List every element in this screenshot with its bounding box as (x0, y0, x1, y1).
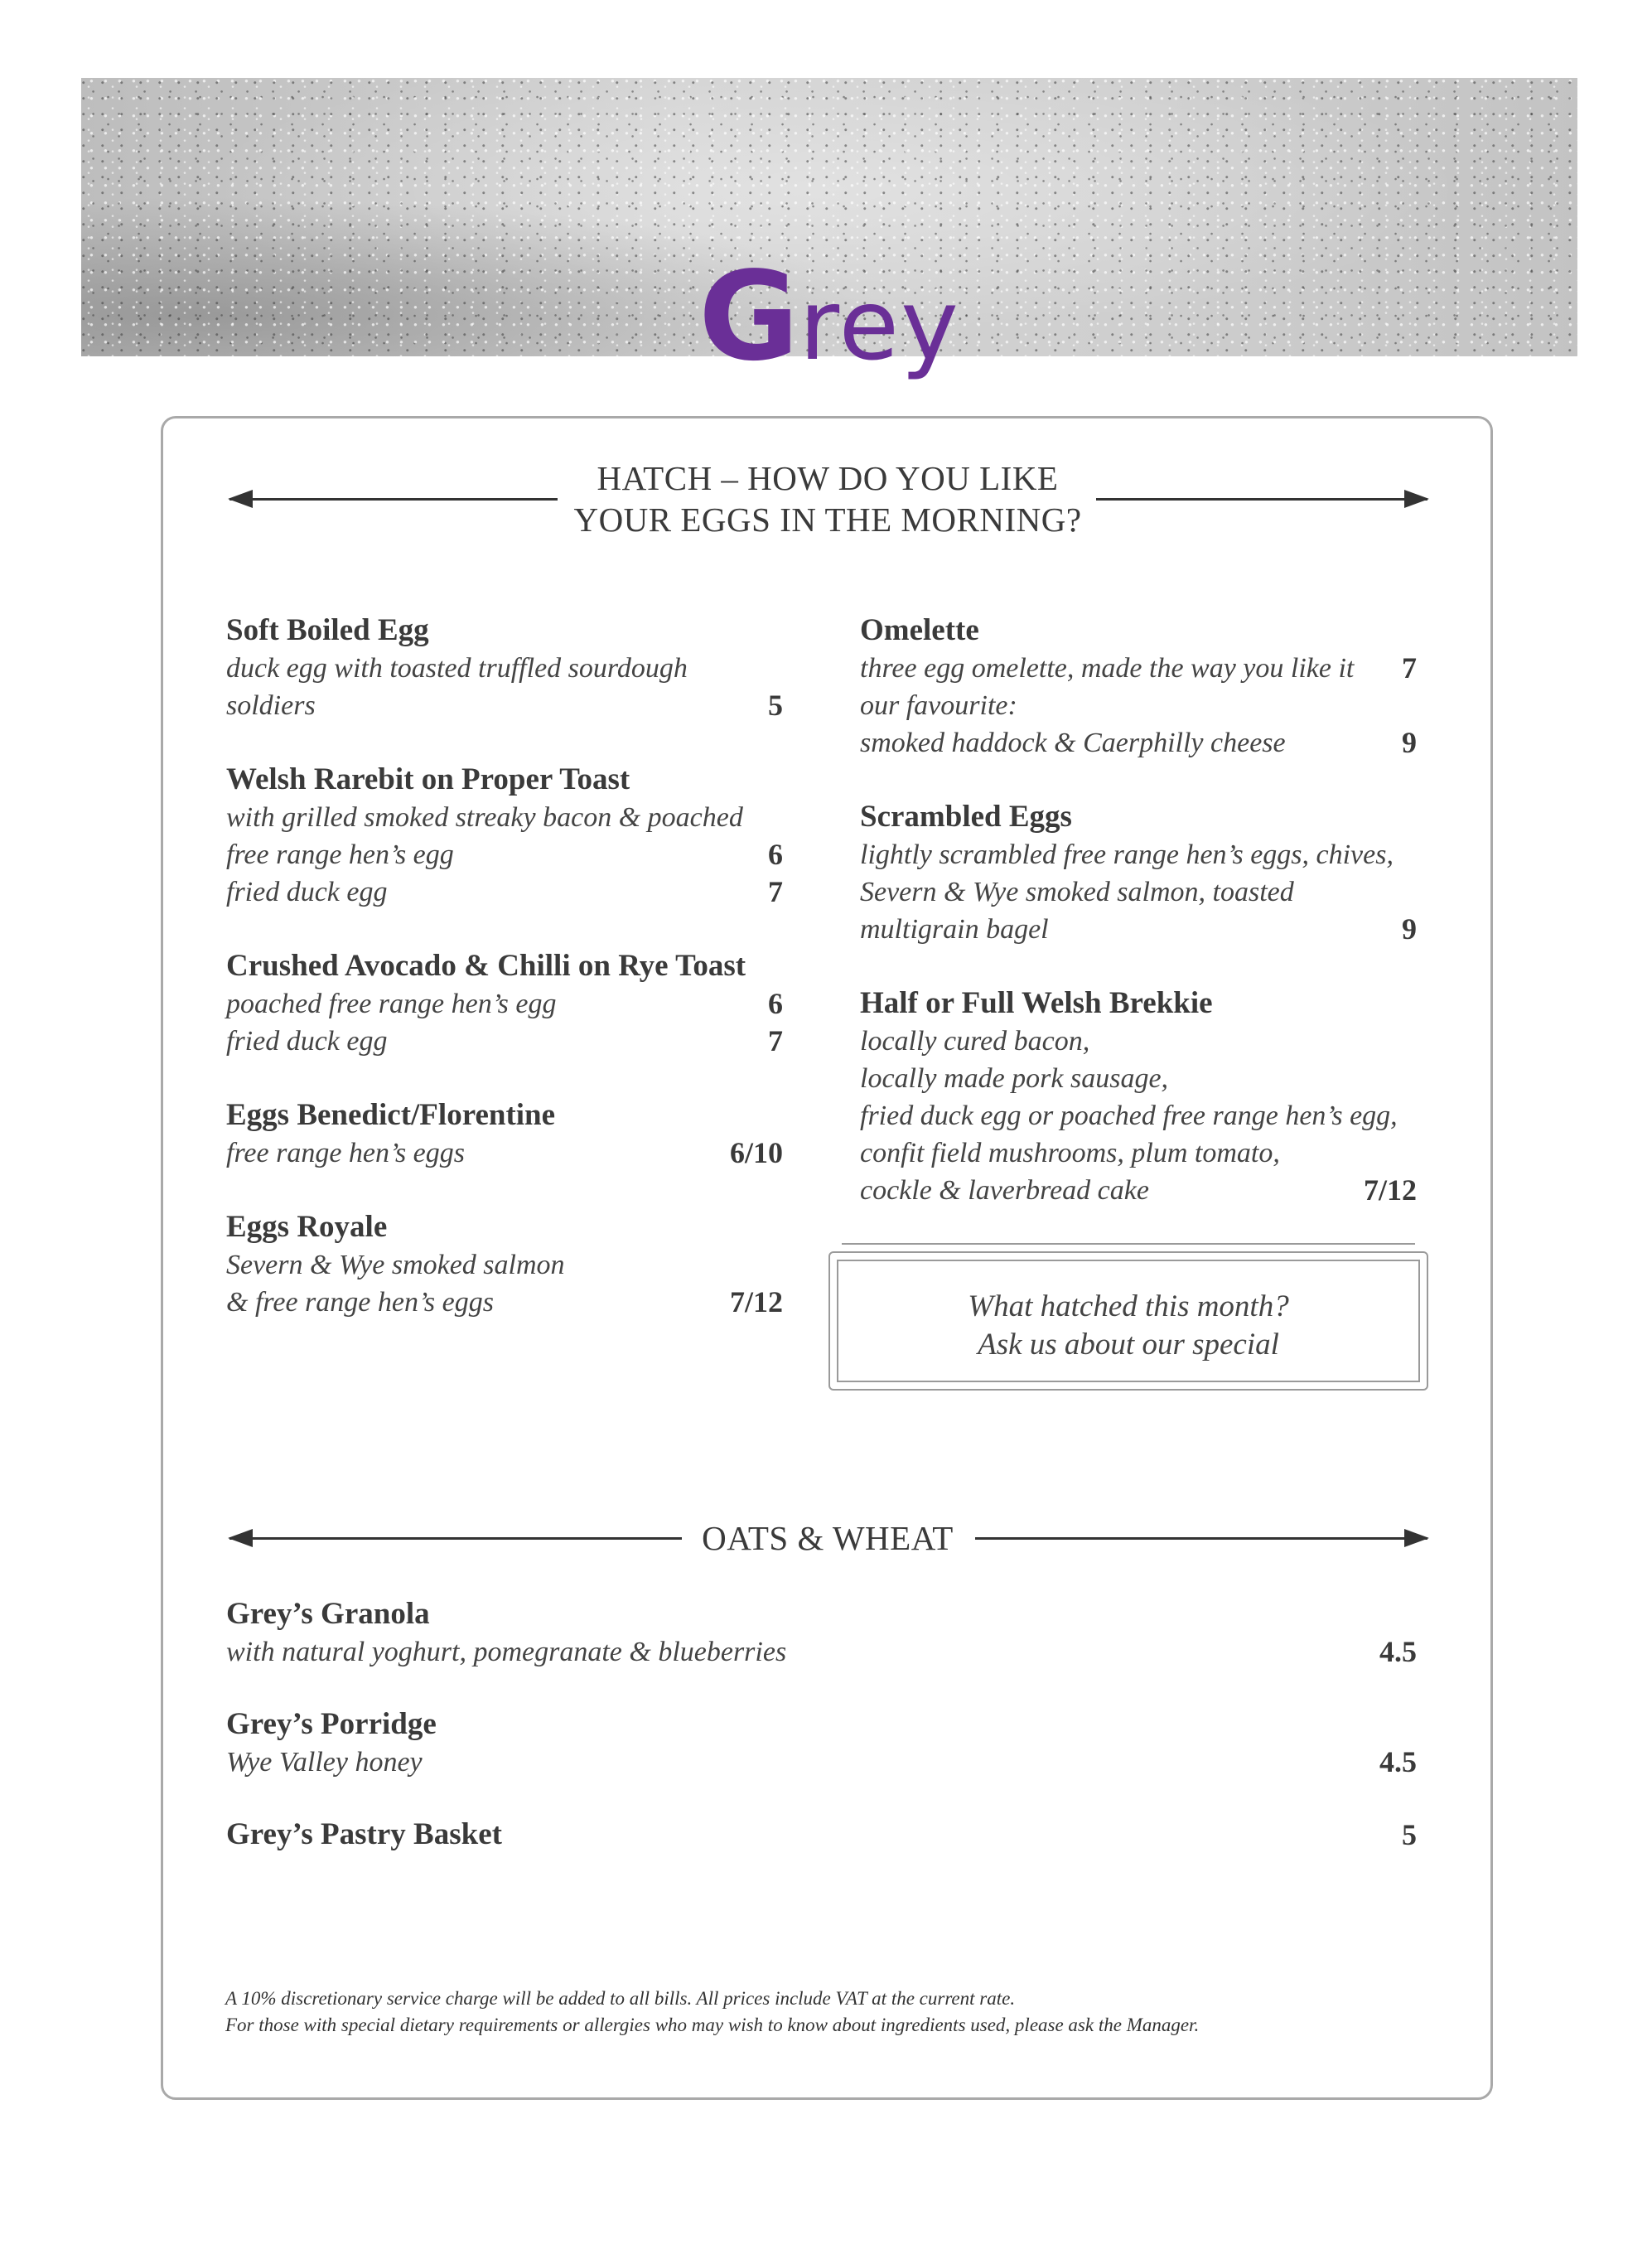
oats-section-title: OATS & WHEAT (702, 1519, 954, 1557)
item-desc: three egg omelette, made the way you like it 7 (860, 650, 1417, 687)
item-desc: soldiers 5 (226, 687, 783, 724)
footer-note (225, 1986, 1435, 2039)
item-desc: fried duck egg or poached free range hen’s egg, (860, 1100, 1398, 1131)
menu-item (226, 1208, 783, 1321)
item-desc: smoked haddock & Caerphilly cheese 9 (860, 724, 1417, 762)
special-text (830, 1288, 1427, 1364)
menu-item (226, 947, 783, 1060)
item-price: 7/12 (1363, 1173, 1417, 1207)
item-desc: confit field mushrooms, plum tomato, (860, 1138, 1280, 1168)
item-price: 5 (768, 689, 783, 722)
special-box (828, 1251, 1428, 1391)
eggs-title-line1: HATCH – HOW DO YOU LIKE (597, 459, 1059, 497)
eggs-section-title (228, 457, 1427, 540)
item-price: 4.5 (1379, 1635, 1417, 1668)
item-name: Eggs Royale (226, 1210, 388, 1244)
item-name: Eggs Benedict/Florentine (226, 1098, 556, 1132)
menu-item (226, 1816, 1417, 1854)
menu-item (226, 761, 783, 911)
item-name: Grey’s Porridge (226, 1707, 437, 1741)
footer-line2: For those with special dietary requirements or allergies who may wish to know about ingredients used, please ask the Manager. (225, 2015, 1200, 2035)
item-price: 9 (1402, 912, 1417, 946)
eggs-left-column (226, 612, 783, 1357)
logo-initial: G (698, 245, 799, 388)
item-desc: duck egg with toasted truffled sourdough (226, 653, 688, 684)
item-price: 9 (1402, 726, 1417, 759)
item-desc: Severn & Wye smoked salmon, toasted (860, 877, 1294, 907)
item-desc: Severn & Wye smoked salmon (226, 1250, 565, 1280)
item-desc: our favourite: (860, 690, 1017, 721)
item-name: Crushed Avocado & Chilli on Rye Toast (226, 949, 746, 983)
item-desc: with grilled smoked streaky bacon & poached (226, 802, 743, 833)
menu-item (860, 984, 1417, 1209)
item-price: 7/12 (729, 1285, 783, 1318)
item-desc: multigrain bagel 9 (860, 911, 1417, 948)
item-name: Soft Boiled Egg (226, 613, 429, 647)
item-desc: & free range hen’s eggs 7/12 (226, 1284, 783, 1321)
menu-item (860, 612, 1417, 762)
item-desc: fried duck egg 7 (226, 873, 783, 911)
footer-line1: A 10% discretionary service charge will be added to all bills. All prices include VAT at the current rate. (225, 1988, 1016, 2009)
menu-item (226, 612, 783, 724)
menu-item (226, 1595, 1417, 1671)
item-desc: Wye Valley honey 4.5 (226, 1744, 1417, 1781)
item-desc: free range hen’s eggs 6/10 (226, 1134, 783, 1172)
special-line1: What hatched this month? (968, 1289, 1289, 1323)
item-desc: free range hen’s egg 6 (226, 836, 783, 873)
item-price: 7 (768, 875, 783, 908)
oats-list (226, 1595, 1417, 1890)
item-price: 7 (768, 1024, 783, 1057)
item-price: 6 (768, 987, 783, 1020)
special-box-rule (842, 1243, 1415, 1245)
menu-item (860, 798, 1417, 948)
item-price: 4.5 (1379, 1745, 1417, 1778)
item-price: 5 (1402, 1818, 1417, 1851)
eggs-title-line2: YOUR EGGS IN THE MORNING? (573, 501, 1082, 539)
special-line2: Ask us about our special (978, 1328, 1279, 1362)
item-desc: fried duck egg 7 (226, 1023, 783, 1060)
item-desc: locally cured bacon, (860, 1026, 1090, 1057)
item-desc: with natural yoghurt, pomegranate & blueberries 4.5 (226, 1633, 1417, 1671)
eggs-right-column (860, 612, 1417, 1246)
logo-rest: rey (799, 268, 960, 382)
item-desc: cockle & laverbread cake 7/12 (860, 1172, 1417, 1209)
item-desc: lightly scrambled free range hen’s eggs, chives, (860, 839, 1394, 870)
item-name: Omelette (860, 613, 979, 647)
item-name: Grey’s Pastry Basket 5 (226, 1816, 1417, 1854)
menu-item (226, 1705, 1417, 1781)
menu-item (226, 1096, 783, 1172)
item-name: Scrambled Eggs (860, 800, 1072, 834)
item-price: 7 (1402, 651, 1417, 684)
item-price: 6 (768, 838, 783, 871)
grey-logo (81, 245, 1577, 388)
item-name: Welsh Rarebit on Proper Toast (226, 762, 630, 796)
header-banner (81, 78, 1577, 388)
item-desc: locally made pork sausage, (860, 1063, 1169, 1094)
item-price: 6/10 (729, 1136, 783, 1169)
item-name: Grey’s Granola (226, 1597, 430, 1631)
item-desc: poached free range hen’s egg 6 (226, 985, 783, 1023)
item-name: Half or Full Welsh Brekkie (860, 986, 1213, 1020)
